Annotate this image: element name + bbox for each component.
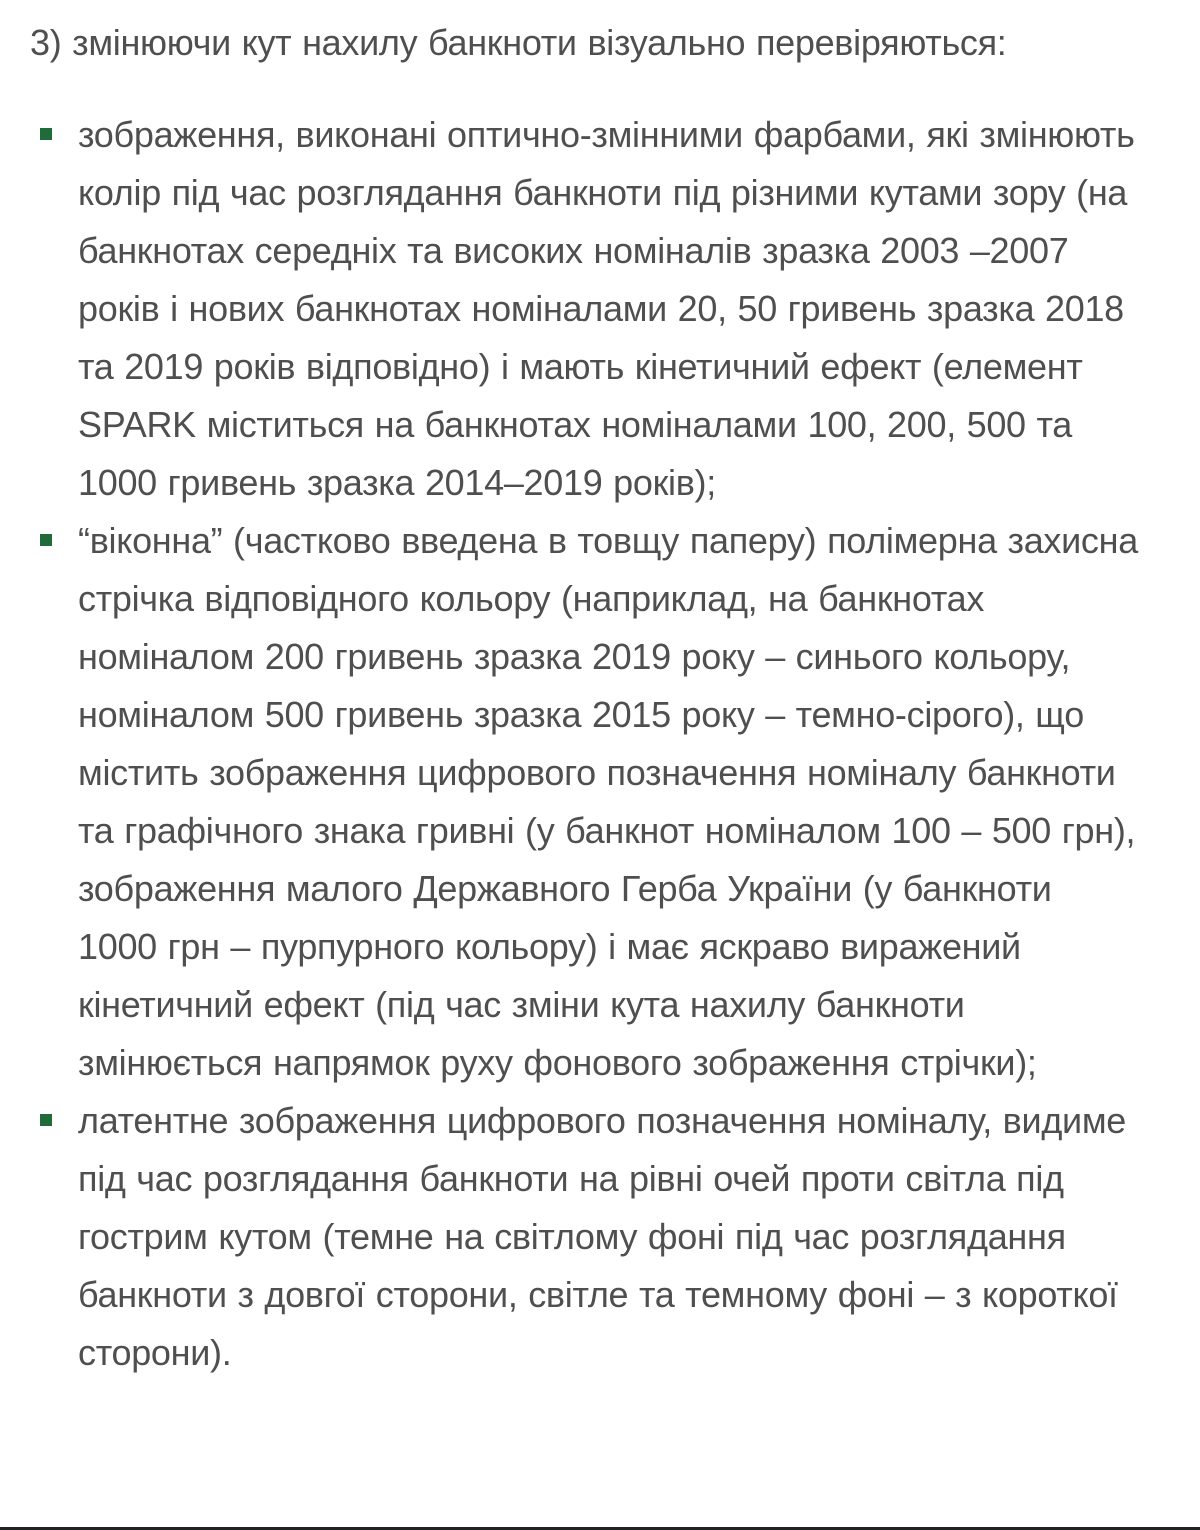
intro-paragraph: 3) змінюючи кут нахилу банкноти візуально перевіряються: [30, 22, 1007, 63]
list-item [30, 1092, 1140, 1382]
list-item [30, 106, 1140, 512]
bullet-list [30, 106, 1140, 1382]
square-bullet-icon [40, 128, 52, 140]
list-item [30, 512, 1140, 1092]
list-item-text: “віконна” (частково введена в товщу паперу) полімерна захисна стрічка відповідного кольору (наприклад, на банкнотах номіналом 200 гривень зразка 2019 року – синього кольору, номіналом 500 гривень зразка 2015 року – темно-сірого), що містить зображення цифрового позначення номіналу банкноти та графічного знака гривні (у банкнот номіналом 100 – 500 грн), зображення малого Державного Герба України (у банкноти 1000 грн – пурпурного кольору) і має яскраво виражений кінетичний ефект (під час зміни кута нахилу банкноти змінюється напрямок руху фонового зображення стрічки); [78, 520, 1138, 1083]
list-item-text: латентне зображення цифрового позначення номіналу, видиме під час розглядання банкноти на рівні очей проти світла під гострим кутом (темне на світлому фоні під час розглядання банкноти з довгої сторони, світле та темному фоні – з короткої сторони). [78, 1100, 1127, 1373]
square-bullet-icon [40, 1114, 52, 1126]
list-item-text: зображення, виконані оптично-змінними фарбами, які змінюють колір під час розглядання банкноти під різними кутами зору (на банкнотах середніх та високих номіналів зразка 2003 –2007 років і нових банкнотах номіналами 20, 50 гривень зразка 2018 та 2019 років відповідно) і мають кінетичний ефект (елемент SPARK міститься на банкнотах номіналами 100, 200, 500 та 1000 гривень зразка 2014–2019 років); [78, 114, 1135, 503]
square-bullet-icon [40, 534, 52, 546]
